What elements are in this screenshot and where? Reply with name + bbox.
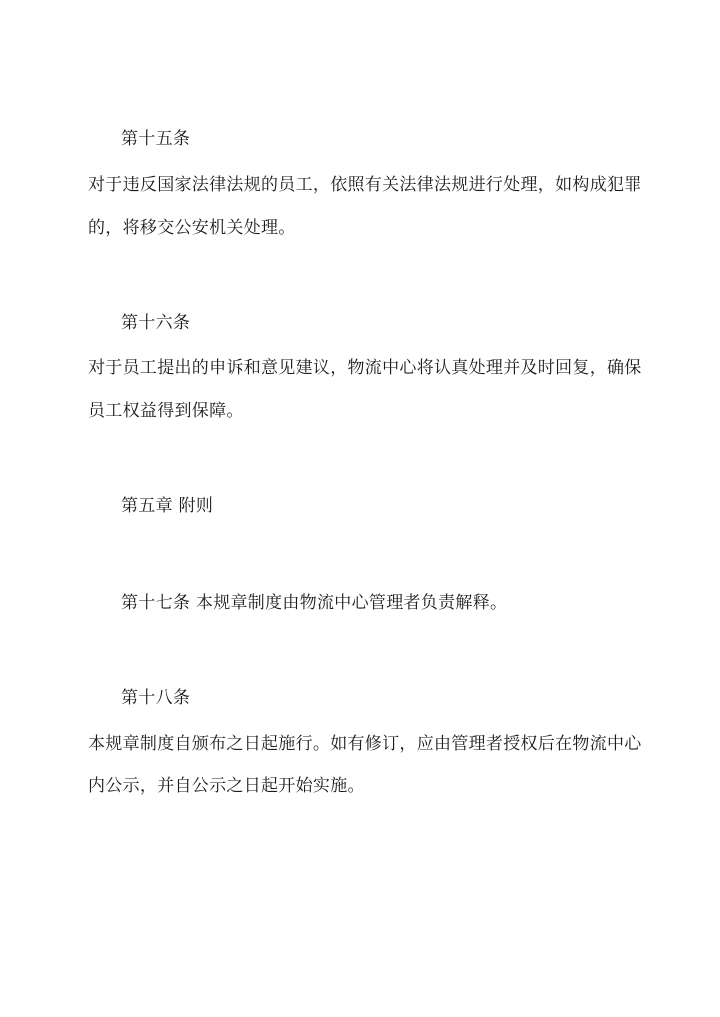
article-17-text: 第十七条 本规章制度由物流中心管理者负责解释。	[121, 593, 508, 613]
article-18-text-line-1: 本规章制度自颁布之日起施行。如有修订，应由管理者授权后在物流中心	[88, 734, 642, 754]
article-15-text-line-1: 对于违反国家法律法规的员工，依照有关法律法规进行处理，如构成犯罪	[88, 175, 642, 195]
article-18-text-line-2: 内公示，并自公示之日起开始实施。	[88, 776, 365, 796]
article-15-text-line-2: 的，将移交公安机关处理。	[88, 218, 296, 238]
article-15-heading: 第十五条	[121, 129, 191, 149]
article-16-text-line-2: 员工权益得到保障。	[88, 401, 244, 421]
article-18-heading: 第十八条	[121, 688, 191, 708]
article-16-heading: 第十六条	[121, 313, 191, 333]
article-16-text-line-1: 对于员工提出的申诉和意见建议，物流中心将认真处理并及时回复，确保	[88, 358, 642, 378]
chapter-5-heading: 第五章 附则	[121, 496, 214, 516]
